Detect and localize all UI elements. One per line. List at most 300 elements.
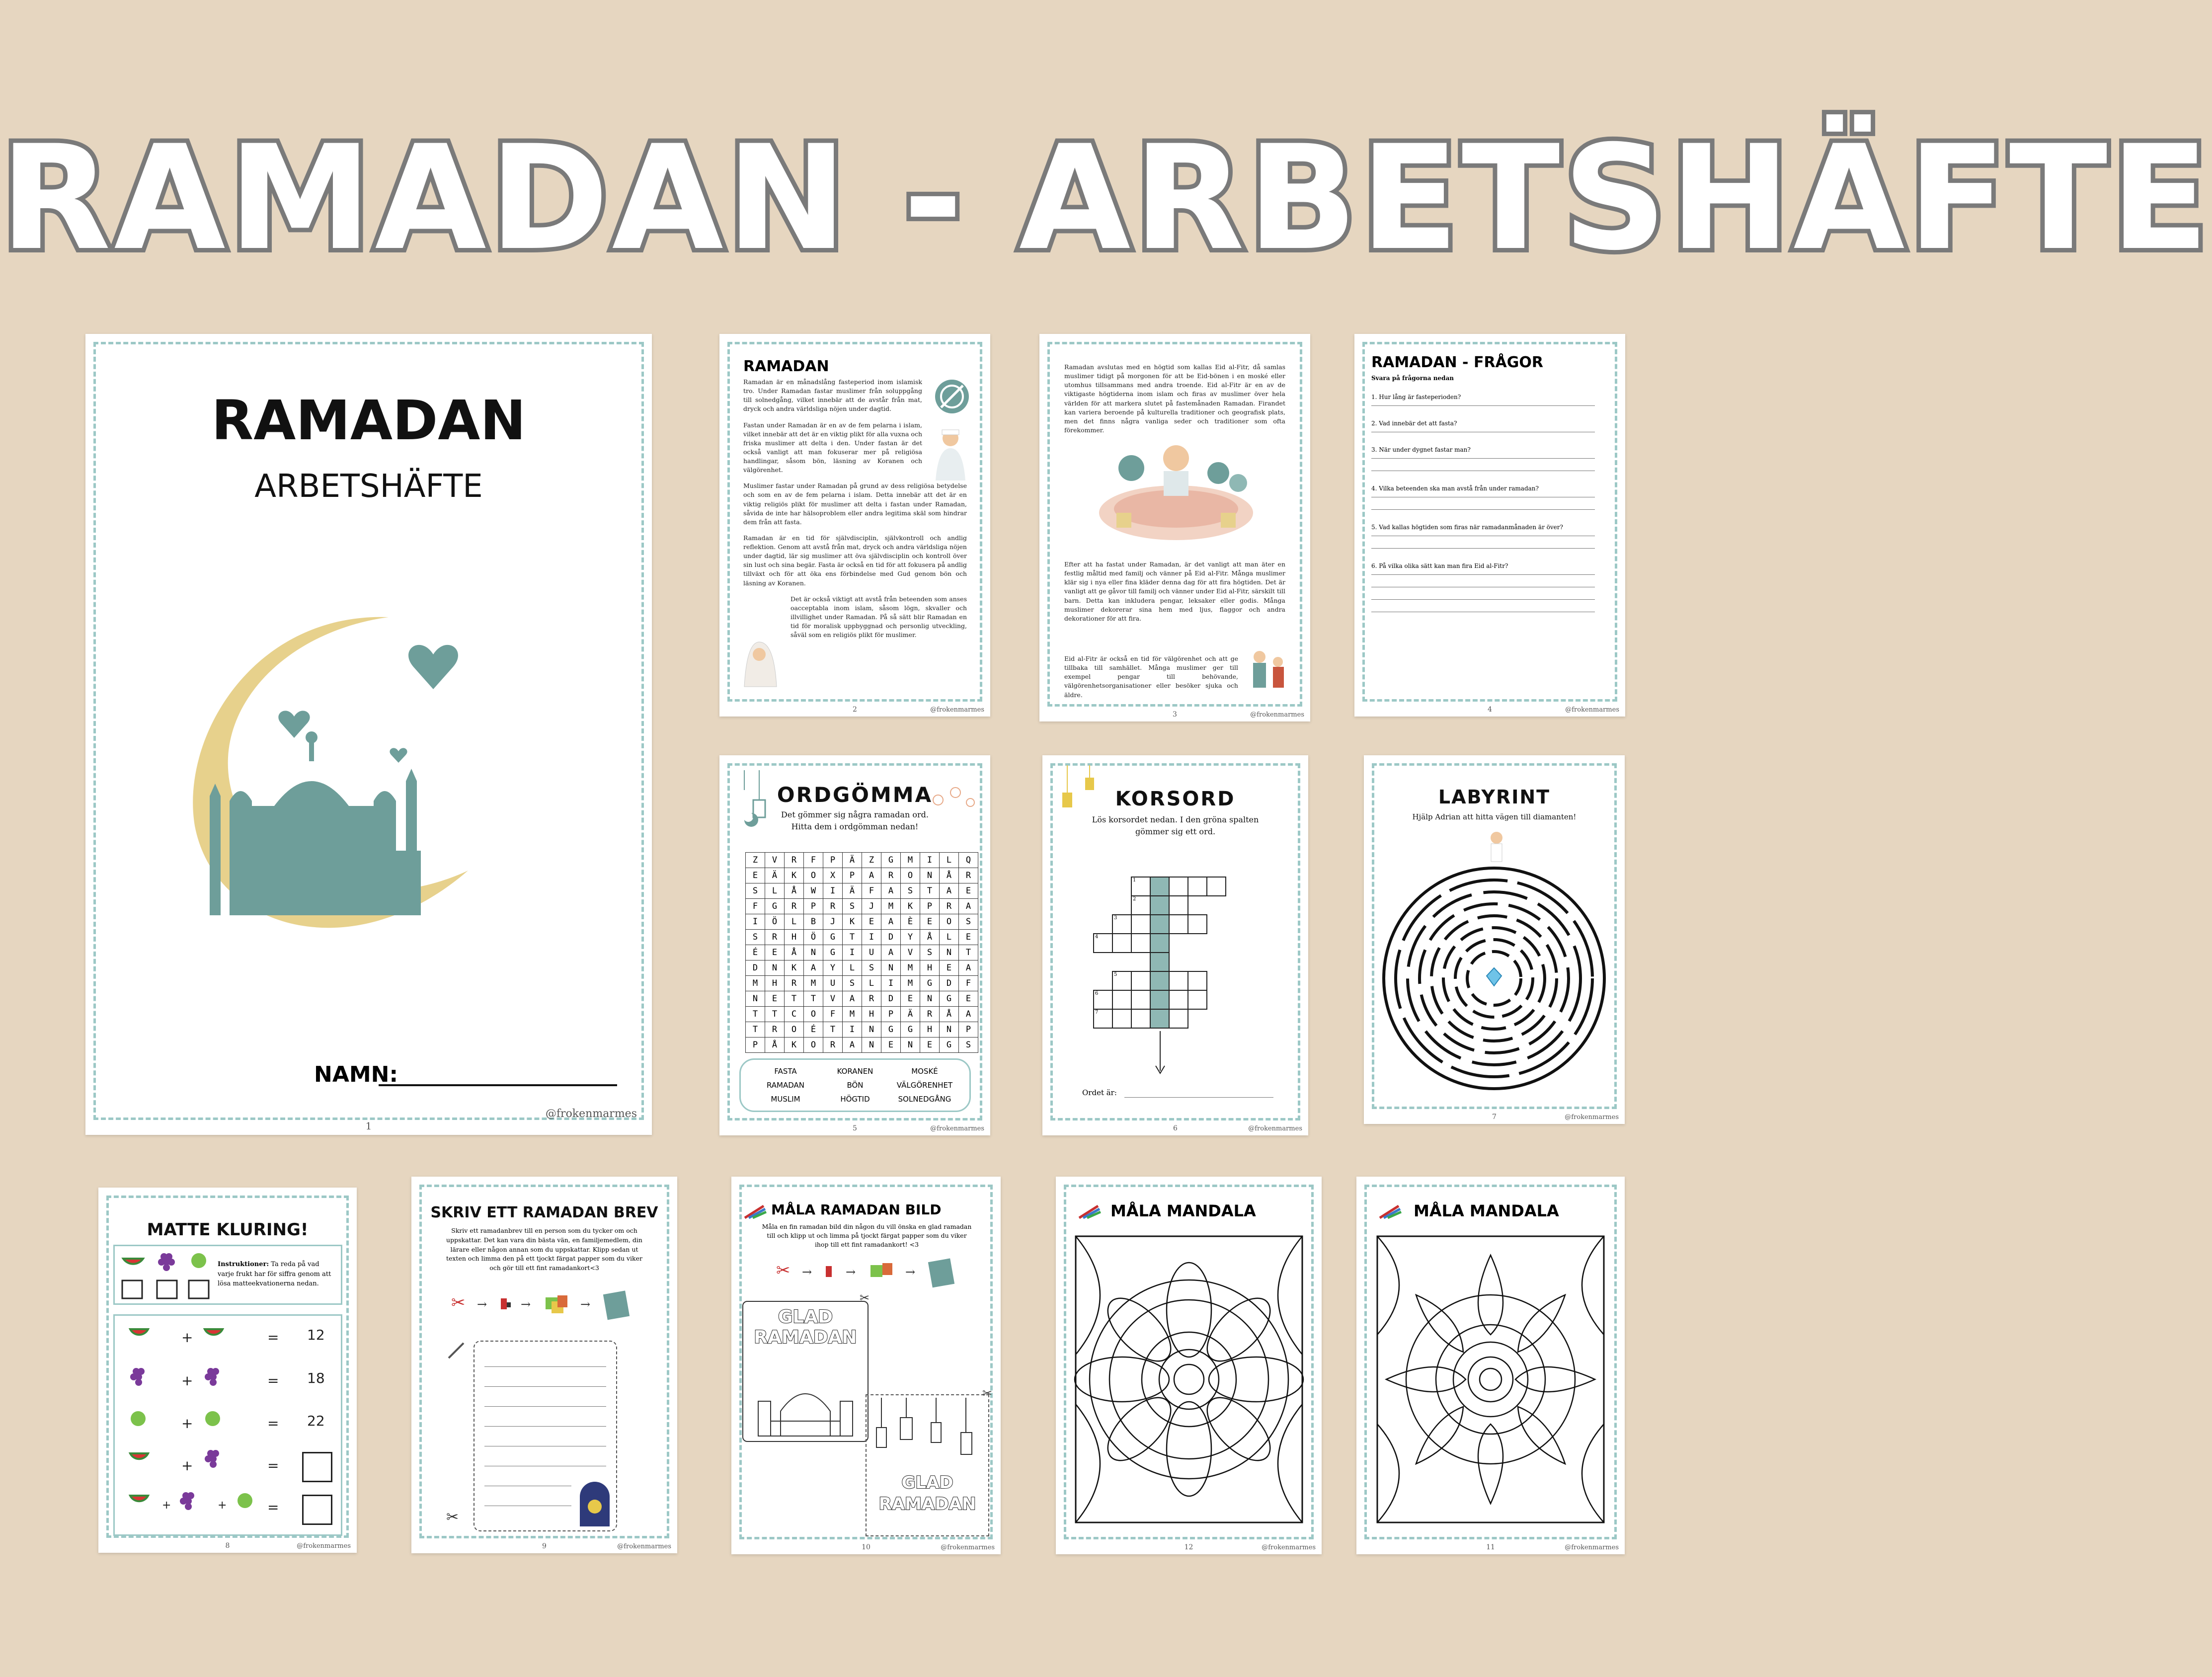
wordsearch-cell[interactable]: E <box>881 1038 901 1053</box>
wordsearch-cell[interactable]: G <box>940 1038 959 1053</box>
wordsearch-cell[interactable]: P <box>823 853 843 868</box>
wordsearch-cell[interactable]: A <box>959 960 978 976</box>
wordsearch-cell[interactable]: H <box>785 930 804 945</box>
wordsearch-cell[interactable]: O <box>901 868 920 883</box>
wordsearch-cell[interactable]: E <box>959 991 978 1007</box>
wordsearch-cell[interactable]: L <box>940 930 959 945</box>
wordsearch-cell[interactable]: F <box>823 1007 843 1022</box>
hearts <box>278 645 458 763</box>
wordsearch-cell[interactable]: O <box>785 1022 804 1038</box>
instructions: Skriv ett ramadanbrev till en person som du tycker om och uppskattar. Det kan vara din bästa vän, en familjemedlem, din lärare eller någon annan som du uppskattar. Klipp sedan ut texten och limma den på ett tjockt färgat papper som du viker och gör till ett fint ramadankort<3 <box>446 1227 642 1272</box>
word-list-item: KORANEN <box>837 1067 873 1076</box>
crossword-cell-highlight[interactable] <box>1150 1009 1170 1029</box>
wordsearch-cell[interactable]: P <box>881 1007 901 1022</box>
wordsearch-cell[interactable]: D <box>940 976 959 991</box>
wordsearch-cell[interactable]: R <box>765 930 785 945</box>
page-title: KORSORD <box>1115 788 1236 810</box>
cover-title: RAMADAN <box>211 389 526 452</box>
wordsearch-cell[interactable]: G <box>940 991 959 1007</box>
coloring-card-page[interactable] <box>731 1177 1001 1554</box>
paragraph: Ramadan är en månadslång fasteperiod inom islamisk tro. Under Ramadan fastar muslimer från soluppgång till solnedgång, vilket innebär att de avstår från mat, dryck och andra världsliga nöjen under dagtid. <box>743 378 922 413</box>
instructions: Instruktioner: Ta reda på vad varje frukt har för siffra genom att lösa matteekvationerna nedan. <box>218 1261 331 1287</box>
main-title: RAMADAN - ARBETSHÄFTE <box>0 115 2212 282</box>
credit-text: @frokenmarmes <box>930 1125 984 1132</box>
crossword-cell-highlight[interactable] <box>1150 914 1170 934</box>
crossword-page[interactable] <box>1042 755 1308 1135</box>
wordsearch-cell[interactable]: G <box>881 853 901 868</box>
wordsearch-cell[interactable]: Q <box>959 853 978 868</box>
wordsearch-cell[interactable]: I <box>843 945 862 960</box>
svg-text:→: → <box>802 1265 812 1279</box>
wordsearch-cell[interactable]: E <box>959 930 978 945</box>
wordsearch-cell[interactable]: R <box>959 868 978 883</box>
crossword-cell[interactable] <box>1131 971 1151 991</box>
info-page-ramadan[interactable] <box>719 334 990 717</box>
wordsearch-cell[interactable]: A <box>959 899 978 914</box>
wordsearch-cell[interactable]: T <box>920 883 940 899</box>
crossword-cell[interactable] <box>1169 1009 1188 1029</box>
wordsearch-cell[interactable]: P <box>746 1038 765 1053</box>
crossword-cell[interactable] <box>1131 914 1151 934</box>
page-title: MATTE KLURING! <box>147 1220 309 1240</box>
wordsearch-cell[interactable]: A <box>843 1038 862 1053</box>
wordsearch-cell[interactable]: V <box>901 945 920 960</box>
wordsearch-cell[interactable]: T <box>804 991 823 1007</box>
wordsearch-cell[interactable]: M <box>746 976 765 991</box>
wordsearch-cell[interactable]: Å <box>940 868 959 883</box>
wordsearch-cell[interactable]: T <box>843 930 862 945</box>
crossword-cell-highlight[interactable] <box>1150 971 1170 991</box>
wordsearch-cell[interactable]: G <box>881 1022 901 1038</box>
wordsearch-cell[interactable]: O <box>804 868 823 883</box>
answer-line[interactable] <box>1371 405 1595 406</box>
word-list-item: VÄLGÖRENHET <box>896 1081 953 1090</box>
wordsearch-cell[interactable]: I <box>823 883 843 899</box>
boy-illustration <box>1484 830 1509 865</box>
page-number: 4 <box>1488 706 1492 714</box>
equation-fruits <box>128 1324 228 1533</box>
wordsearch-cell[interactable]: N <box>746 991 765 1007</box>
wordsearch-cell[interactable]: A <box>881 945 901 960</box>
wordsearch-cell[interactable]: T <box>746 1022 765 1038</box>
wordsearch-cell[interactable]: N <box>862 1038 881 1053</box>
crossword-cell[interactable] <box>1169 914 1188 934</box>
crossword-cell[interactable]: 6 <box>1093 990 1113 1010</box>
wordsearch-cell[interactable]: E <box>959 883 978 899</box>
answer-line[interactable] <box>1371 574 1595 575</box>
wordsearch-cell[interactable]: N <box>881 960 901 976</box>
wordsearch-cell[interactable]: O <box>804 1038 823 1053</box>
crossword-cell-highlight[interactable] <box>1150 933 1170 953</box>
crossword-cell-highlight[interactable] <box>1150 895 1170 915</box>
letter-page[interactable] <box>411 1177 677 1553</box>
wordsearch-cell[interactable]: R <box>765 1022 785 1038</box>
wordsearch-cell[interactable]: G <box>765 899 785 914</box>
wordsearch-cell[interactable]: R <box>823 899 843 914</box>
wordsearch-cell[interactable]: T <box>959 945 978 960</box>
wordsearch-cell[interactable]: Y <box>823 960 843 976</box>
fruit-legend <box>119 1250 209 1299</box>
wordsearch-cell[interactable]: W <box>804 883 823 899</box>
page-title: ORDGÖMMA <box>777 783 933 807</box>
wordsearch-cell[interactable]: R <box>823 1038 843 1053</box>
info-page-eid[interactable] <box>1039 334 1310 721</box>
wordsearch-cell[interactable]: G <box>920 976 940 991</box>
word-list-item: RAMADAN <box>766 1081 805 1090</box>
wordsearch-cell[interactable]: T <box>823 1022 843 1038</box>
wordsearch-cell[interactable]: X <box>823 868 843 883</box>
mandala-page[interactable] <box>1056 1177 1322 1554</box>
wordsearch-cell[interactable]: L <box>862 976 881 991</box>
card-title: GLAD RAMADAN <box>754 1307 857 1348</box>
page-number: 7 <box>1492 1113 1497 1121</box>
credit-text: @frokenmarmes <box>930 706 984 714</box>
svg-text:→: → <box>580 1297 591 1311</box>
wordsearch-cell[interactable]: N <box>920 991 940 1007</box>
wordsearch-cell[interactable]: N <box>901 1038 920 1053</box>
wordsearch-cell[interactable]: N <box>940 945 959 960</box>
answer-line[interactable] <box>1371 599 1595 600</box>
wordsearch-cell[interactable]: A <box>881 883 901 899</box>
crossword-cell-highlight[interactable] <box>1150 877 1170 896</box>
wordsearch-page[interactable] <box>719 755 990 1135</box>
wordsearch-cell[interactable]: Å <box>765 1038 785 1053</box>
wordsearch-cell[interactable]: K <box>901 899 920 914</box>
wordsearch-cell[interactable]: Ä <box>843 853 862 868</box>
page-title: RAMADAN - FRÅGOR <box>1371 354 1543 371</box>
wordsearch-cell[interactable]: S <box>746 883 765 899</box>
wordsearch-cell[interactable]: Y <box>901 930 920 945</box>
wordsearch-cell[interactable]: Å <box>920 930 940 945</box>
plus-sign: + <box>162 1499 171 1512</box>
answer-line[interactable] <box>1124 1097 1273 1098</box>
crossword-cell[interactable]: 7 <box>1093 1009 1113 1029</box>
wordsearch-cell[interactable]: L <box>765 883 785 899</box>
wordsearch-cell[interactable]: E <box>746 868 765 883</box>
wordsearch-cell[interactable]: M <box>901 976 920 991</box>
equals-sign: = <box>267 1457 279 1474</box>
wordsearch-cell[interactable]: A <box>959 1007 978 1022</box>
wordsearch-cell[interactable]: H <box>920 1022 940 1038</box>
svg-text:✂: ✂ <box>776 1261 790 1280</box>
wordsearch-cell[interactable]: R <box>881 868 901 883</box>
wordsearch-cell[interactable]: A <box>881 914 901 930</box>
wordsearch-cell[interactable]: É <box>746 945 765 960</box>
wordsearch-cell[interactable]: V <box>823 991 843 1007</box>
wordsearch-row <box>746 883 978 899</box>
praying-woman-illustration <box>734 632 782 687</box>
wordsearch-cell[interactable]: Å <box>785 883 804 899</box>
wordsearch-cell[interactable]: A <box>843 991 862 1007</box>
wordsearch-cell[interactable]: R <box>940 899 959 914</box>
crossword-cell[interactable] <box>1187 877 1207 896</box>
craft-steps-icons <box>451 1288 640 1323</box>
wordsearch-cell[interactable]: R <box>785 853 804 868</box>
crossword-cell[interactable] <box>1187 971 1207 991</box>
wordsearch-cell[interactable]: S <box>843 976 862 991</box>
name-line[interactable] <box>379 1084 617 1086</box>
wordsearch-cell[interactable]: L <box>940 853 959 868</box>
wordsearch-row <box>746 976 978 991</box>
paragraph: Muslimer fastar under Ramadan på grund av dess religiösa betydelse och som en av de fem pelarna i islam. Detta innebär att det är en viktig religiös plikt för muslimer att delta i fastan under Ramadan, såvida de inte har hälsoproblem eller andra legitima skäl som hindrar dem från att fasta. <box>743 482 967 526</box>
wordsearch-cell[interactable]: K <box>843 914 862 930</box>
crossword-cell-highlight[interactable] <box>1150 952 1170 972</box>
card-title: GLAD RAMADAN <box>878 1473 976 1514</box>
wordsearch-cell[interactable]: F <box>746 899 765 914</box>
wordsearch-cell[interactable]: G <box>823 930 843 945</box>
wordsearch-cell[interactable]: I <box>862 930 881 945</box>
wordsearch-cell[interactable]: D <box>881 991 901 1007</box>
wordsearch-cell[interactable]: Ä <box>901 1007 920 1022</box>
wordsearch-cell[interactable]: T <box>765 1007 785 1022</box>
wordsearch-cell[interactable]: V <box>765 853 785 868</box>
wordsearch-cell[interactable]: F <box>862 883 881 899</box>
wordsearch-cell[interactable]: M <box>804 976 823 991</box>
wordsearch-cell[interactable]: S <box>746 930 765 945</box>
wordsearch-cell[interactable]: E <box>765 991 785 1007</box>
wordsearch-cell[interactable]: J <box>862 899 881 914</box>
wordsearch-cell[interactable]: S <box>959 914 978 930</box>
crossword-cell[interactable] <box>1112 1009 1132 1029</box>
wordsearch-cell[interactable]: R <box>862 991 881 1007</box>
wordsearch-cell[interactable]: Z <box>862 853 881 868</box>
mosque-badge-icon <box>577 1479 612 1526</box>
credit-text: @frokenmarmes <box>1565 1114 1619 1121</box>
svg-text:→: → <box>477 1297 487 1311</box>
page-subtitle: Svara på frågorna nedan <box>1371 375 1454 382</box>
wordsearch-cell[interactable]: E <box>765 945 785 960</box>
word-list-item: MUSLIM <box>771 1095 800 1104</box>
wordsearch-cell[interactable]: G <box>901 1022 920 1038</box>
wordsearch-cell[interactable]: S <box>920 945 940 960</box>
crossword-cell[interactable] <box>1131 990 1151 1010</box>
wordsearch-cell[interactable]: Å <box>785 945 804 960</box>
wordsearch-cell[interactable]: P <box>959 1022 978 1038</box>
instructions: Måla en fin ramadan bild din någon du vill önska en glad ramadan till och klipp ut och limma på tjockt färgat papper som du viker ihop till ett fint ramadankort! <3 <box>762 1223 972 1249</box>
svg-text:→: → <box>846 1265 856 1279</box>
answer-line[interactable] <box>1371 509 1595 510</box>
wordsearch-cell[interactable]: Å <box>940 1007 959 1022</box>
wordsearch-cell[interactable]: E <box>901 991 920 1007</box>
wordsearch-cell[interactable]: Ö <box>765 914 785 930</box>
mandala-coloring[interactable] <box>1075 1235 1303 1523</box>
crossword-cell[interactable] <box>1112 990 1132 1010</box>
answer-box[interactable] <box>302 1452 332 1482</box>
credit-text: @frokenmarmes <box>1248 1125 1302 1132</box>
paragraph: Ramadan är en tid för självdisciplin, självkontroll och andlig reflektion. Genom att avstå från mat, dryck och andra världsliga nöjen under dagtid, lär sig muslimer att öva självdisciplin och kontroll över sin lust och sina begär. Fasta är också en tid för att fokusera på andlig tillväxt och för att öka ens förbindelse med Gud genom bön och läsning av Koranen. <box>743 534 967 587</box>
mandala-coloring[interactable] <box>1376 1235 1605 1523</box>
pen-icon <box>446 1341 466 1360</box>
wordsearch-cell[interactable]: N <box>765 960 785 976</box>
wordsearch-cell[interactable]: F <box>959 976 978 991</box>
wordsearch-cell[interactable]: U <box>823 976 843 991</box>
plus-sign: + <box>181 1329 193 1346</box>
wordsearch-cell[interactable]: B <box>804 914 823 930</box>
scissors-icon <box>982 1385 997 1400</box>
wordsearch-cell[interactable]: N <box>920 868 940 883</box>
wordsearch-cell[interactable]: É <box>804 1022 823 1038</box>
crossword-cell[interactable] <box>1187 990 1207 1010</box>
wordsearch-cell[interactable]: L <box>843 960 862 976</box>
wordsearch-row <box>746 1007 978 1022</box>
word-list <box>739 1058 971 1112</box>
mandala-page[interactable] <box>1356 1177 1625 1554</box>
wordsearch-cell[interactable]: E <box>862 914 881 930</box>
wordsearch-cell[interactable]: I <box>881 976 901 991</box>
paragraph: Det är också viktigt att avstå från beteenden som anses oacceptabla inom islam, såsom lögn, skvaller och illvillighet under Ramadan. På så sätt blir Ramadan en tid för moralisk uppbyggnad och personlig utveckling, såväl som en religiös plikt för muslimer. <box>790 595 967 639</box>
wordsearch-cell[interactable]: E <box>940 960 959 976</box>
crossword-cell-highlight[interactable] <box>1150 990 1170 1010</box>
wordsearch-cell[interactable]: S <box>959 1038 978 1053</box>
crossword-cell[interactable]: 4 <box>1093 933 1113 953</box>
wordsearch-cell[interactable]: A <box>940 883 959 899</box>
wordsearch-cell[interactable]: T <box>746 1007 765 1022</box>
wordsearch-cell[interactable]: Ä <box>843 883 862 899</box>
arrow-down-icon <box>1153 1031 1168 1076</box>
wordsearch-cell[interactable]: P <box>843 868 862 883</box>
wordsearch-cell[interactable]: I <box>920 853 940 868</box>
page-title: SKRIV ETT RAMADAN BREV <box>430 1204 658 1221</box>
credit-text: @frokenmarmes <box>1250 711 1304 719</box>
maze[interactable] <box>1381 866 1607 1092</box>
wordsearch-cell[interactable]: M <box>843 1007 862 1022</box>
question: 6. På vilka olika sätt kan man fira Eid al-Fitr? <box>1371 562 1508 569</box>
credit-text: @frokenmarmes <box>1262 1544 1316 1551</box>
wordsearch-cell[interactable]: Ö <box>804 930 823 945</box>
wordsearch-row <box>746 960 978 976</box>
questions-page[interactable] <box>1354 334 1625 717</box>
question-list <box>1371 394 1595 612</box>
wordsearch-row <box>746 930 978 945</box>
credit-text: @frokenmarmes <box>1565 1544 1619 1551</box>
eid-text-bottom: Eid al-Fitr är också en tid för välgörenhet och att ge tillbaka till samhället. Många muslimer ger till exempel pengar till behövande, välgörenhetsorganisationer eller besöker sjuka och äldre. <box>1064 655 1238 699</box>
credit-text: @frokenmarmes <box>1565 706 1619 714</box>
wordsearch-cell[interactable]: R <box>785 976 804 991</box>
wordsearch-cell[interactable]: K <box>785 1038 804 1053</box>
maze-page[interactable] <box>1364 755 1625 1124</box>
answer-label: Ordet är: <box>1082 1088 1117 1097</box>
wordsearch-cell[interactable]: J <box>823 914 843 930</box>
wordsearch-cell[interactable]: Ä <box>765 868 785 883</box>
equals-sign: = <box>267 1329 279 1346</box>
wordsearch-cell[interactable]: A <box>804 960 823 976</box>
wordsearch-cell[interactable]: I <box>746 914 765 930</box>
crossword-cell[interactable]: 2 <box>1131 895 1151 915</box>
wordsearch-cell[interactable]: R <box>785 899 804 914</box>
question: 4. Vilka beteenden ska man avstå från under ramadan? <box>1371 485 1539 492</box>
wordsearch-cell[interactable]: P <box>804 899 823 914</box>
card-cutout[interactable] <box>742 1301 869 1442</box>
wordsearch-cell[interactable]: M <box>901 960 920 976</box>
moon-mosque-illustration <box>170 592 557 950</box>
page-number: 9 <box>542 1542 547 1550</box>
wordsearch-cell[interactable]: E <box>920 914 940 930</box>
crossword-cell[interactable] <box>1169 895 1188 915</box>
wordsearch-cell[interactable]: A <box>862 868 881 883</box>
credit-text: @frokenmarmes <box>297 1542 351 1550</box>
crossword-cell[interactable]: 5 <box>1112 971 1132 991</box>
letter-box[interactable] <box>474 1341 617 1531</box>
answer-box[interactable] <box>302 1495 332 1525</box>
wordsearch-cell[interactable]: E <box>920 1038 940 1053</box>
answer-line[interactable] <box>1371 458 1595 459</box>
wordsearch-cell[interactable]: K <box>785 868 804 883</box>
wordsearch-cell[interactable]: G <box>823 945 843 960</box>
equals-sign: = <box>267 1415 279 1432</box>
wordsearch-cell[interactable]: M <box>901 853 920 868</box>
eid-text-top: Ramadan avslutas med en högtid som kallas Eid al-Fitr, då samlas muslimer tidigt på morgonen för att be Eid-bönen i en moské eller utomhus tillsammans med andra troende. Eid al-Fitr är en av de viktigaste högtiderna inom islam och firas av muslimer över hela världen för att markera slutet på fastemånaden Ramadan. Firandet kan variera beroende på kulturella traditioner och geografisk plats, men det finns några vanliga seder och traditioner som ofta förekommer. <box>1064 363 1285 434</box>
wordsearch-cell[interactable]: H <box>862 1007 881 1022</box>
wordsearch-cell[interactable]: D <box>746 960 765 976</box>
wordsearch-cell[interactable]: R <box>920 1007 940 1022</box>
crossword-cell[interactable] <box>1169 990 1188 1010</box>
instructions: Hjälp Adrian att hitta vägen till diamanten! <box>1412 812 1577 821</box>
math-puzzle-page[interactable] <box>98 1188 357 1553</box>
apple-icon <box>191 1253 206 1268</box>
page-title: MÅLA MANDALA <box>1414 1201 1559 1220</box>
wordsearch-cell[interactable]: Z <box>746 853 765 868</box>
equals-sign: = <box>267 1372 279 1389</box>
crossword-cell[interactable] <box>1112 933 1132 953</box>
svg-text:→: → <box>521 1297 531 1311</box>
crossword-cell[interactable] <box>1206 877 1226 896</box>
crossword-cell[interactable] <box>1169 877 1188 896</box>
wordsearch-cell[interactable]: K <box>785 960 804 976</box>
wordsearch-cell[interactable]: N <box>862 1022 881 1038</box>
answer-line[interactable] <box>1371 548 1595 549</box>
crossword-cell[interactable] <box>1169 971 1188 991</box>
wordsearch-cell[interactable]: N <box>940 1022 959 1038</box>
crossword-cell[interactable] <box>1131 1009 1151 1029</box>
page-number: 1 <box>365 1120 372 1132</box>
wordsearch-cell[interactable]: L <box>785 914 804 930</box>
svg-text:✂: ✂ <box>982 1386 993 1400</box>
wordsearch-cell[interactable]: I <box>843 1022 862 1038</box>
crayons-icon <box>1379 1204 1401 1219</box>
wordsearch-cell[interactable]: S <box>862 960 881 976</box>
craft-steps-icons <box>776 1256 965 1291</box>
card-cutout[interactable] <box>866 1394 989 1536</box>
crossword-cell[interactable]: 1 <box>1131 877 1151 896</box>
crossword-cell[interactable]: 3 <box>1112 914 1132 934</box>
wordsearch-cell[interactable]: C <box>785 1007 804 1022</box>
wordsearch-grid[interactable] <box>745 852 978 1053</box>
giving-illustration <box>1242 642 1292 697</box>
wordsearch-cell[interactable]: O <box>804 1007 823 1022</box>
wordsearch-cell[interactable]: È <box>901 914 920 930</box>
wordsearch-cell[interactable]: H <box>765 976 785 991</box>
wordsearch-cell[interactable]: D <box>881 930 901 945</box>
wordsearch-cell[interactable]: O <box>940 914 959 930</box>
equation-result: 18 <box>307 1370 325 1386</box>
wordsearch-cell[interactable]: T <box>785 991 804 1007</box>
wordsearch-cell[interactable]: F <box>804 853 823 868</box>
wordsearch-cell[interactable]: S <box>901 883 920 899</box>
word-list-item: BÖN <box>847 1081 864 1090</box>
cover-page[interactable] <box>85 334 652 1135</box>
crossword-cell[interactable] <box>1131 933 1151 953</box>
diamond-icon <box>1487 968 1501 986</box>
wordsearch-cell[interactable]: M <box>881 899 901 914</box>
wordsearch-cell[interactable]: H <box>920 960 940 976</box>
wordsearch-cell[interactable]: S <box>843 899 862 914</box>
wordsearch-cell[interactable]: U <box>862 945 881 960</box>
wordsearch-cell[interactable]: P <box>920 899 940 914</box>
wordsearch-cell[interactable]: N <box>804 945 823 960</box>
crossword-cell[interactable] <box>1187 914 1207 934</box>
svg-text:✂: ✂ <box>446 1509 459 1526</box>
page-number: 10 <box>862 1543 870 1551</box>
